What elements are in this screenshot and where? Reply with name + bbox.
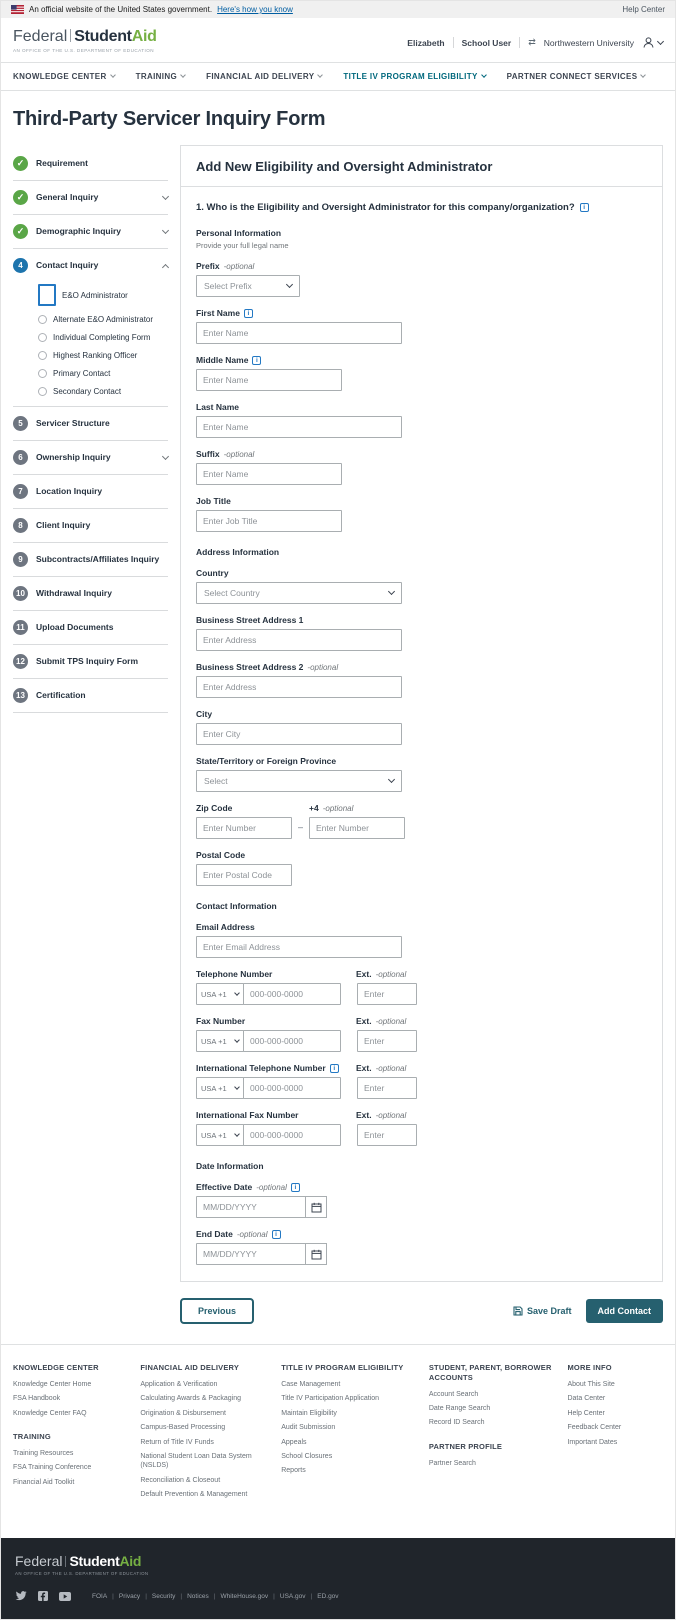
fsa-logo[interactable] (13, 28, 157, 53)
telephone-label: Telephone Number (196, 969, 273, 979)
optional-flag: -optional (236, 1229, 268, 1239)
nav-item-partner-connect-services[interactable] (507, 72, 646, 81)
chevron-down-icon (234, 1037, 240, 1043)
step-label: Submit TPS Inquiry Form (36, 656, 139, 667)
country-select-value: Select Country (204, 588, 260, 598)
ext-label: Ext. (356, 969, 372, 979)
nav-item-label: TITLE IV PROGRAM ELIGIBILITY (343, 72, 478, 81)
substep-alternate-e-o-administrator[interactable] (38, 315, 168, 324)
optional-flag: -optional (375, 1110, 407, 1120)
zip-dash: – (298, 822, 304, 832)
youtube-icon[interactable] (59, 1592, 71, 1601)
street2-label: Business Street Address 2 (196, 662, 304, 672)
stepper-item-certification[interactable] (13, 679, 168, 712)
footer-link-reconciliation-closeout[interactable]: Reconciliation & Closeout (140, 1476, 221, 1484)
footer-link-campus-based-processing[interactable]: Campus-Based Processing (140, 1424, 226, 1432)
city-input[interactable] (196, 723, 402, 745)
effective-date-input[interactable] (196, 1196, 306, 1218)
us-flag-icon (11, 5, 24, 14)
step-label: Client Inquiry (36, 520, 91, 531)
step-label: Contact Inquiry (36, 260, 99, 271)
bottom-link-foia[interactable]: FOIA (92, 1592, 108, 1600)
step-number-icon: 12 (13, 654, 28, 669)
heres-how-link[interactable]: Here's how you know (217, 5, 293, 14)
address-info-heading: Address Information (196, 547, 280, 557)
link-separator: | (273, 1592, 275, 1600)
step-number-icon: 6 (13, 450, 28, 465)
personal-info-help: Provide your full legal name (196, 241, 289, 250)
footer-link-knowledge-center-faq[interactable]: Knowledge Center FAQ (13, 1409, 87, 1417)
stepper-item-requirement[interactable] (13, 147, 168, 180)
footer-heading-knowledge-center: KNOWLEDGE CENTER (13, 1363, 99, 1372)
optional-flag: -optional (322, 803, 354, 813)
link-separator: | (145, 1592, 147, 1600)
form-question-text: 1. Who is the Eligibility and Oversight Administrator for this company/organization? (196, 202, 575, 213)
end-date-label: End Date (196, 1229, 233, 1239)
logo-federal: Federal (15, 1553, 63, 1569)
footer-link-account-search[interactable]: Account Search (428, 1390, 479, 1398)
footer-column (281, 1363, 414, 1505)
end-date-input[interactable] (196, 1243, 306, 1265)
step-label: Requirement (36, 158, 88, 169)
first-name-label: First Name (196, 308, 240, 318)
footer-link-record-id-search[interactable]: Record ID Search (428, 1419, 485, 1427)
footer-column (13, 1363, 125, 1505)
bottom-link-whitehouse-gov[interactable]: WhiteHouse.gov (220, 1592, 269, 1600)
chevron-down-icon (286, 281, 293, 288)
intl-fax-country-code-select[interactable] (196, 1124, 244, 1146)
zip4-input[interactable] (309, 817, 405, 839)
logo-student: Student (74, 28, 132, 45)
nav-item-financial-aid-delivery[interactable] (206, 72, 322, 81)
suffix-input[interactable] (196, 463, 342, 485)
telephone-input[interactable] (243, 983, 341, 1005)
postal-label: Postal Code (196, 850, 246, 860)
form-question (196, 202, 647, 213)
footer-link-data-center[interactable]: Data Center (567, 1395, 606, 1403)
chevron-down-icon (481, 72, 487, 78)
header-divider (519, 37, 520, 48)
telephone-country-code-select[interactable] (196, 983, 244, 1005)
last-name-label: Last Name (196, 402, 239, 412)
logo-aid: Aid (131, 28, 157, 45)
nav-item-label: PARTNER CONNECT SERVICES (506, 72, 638, 81)
zip-input[interactable] (196, 817, 292, 839)
fax-ext-input[interactable] (357, 1030, 417, 1052)
street1-input[interactable] (196, 629, 402, 651)
chevron-down-icon (388, 588, 395, 595)
primary-nav (1, 62, 675, 91)
footer-link-knowledge-center-home[interactable]: Knowledge Center Home (13, 1380, 92, 1388)
substep-label: Highest Ranking Officer (53, 351, 138, 360)
stepper-item-servicer-structure[interactable] (13, 407, 168, 440)
footer-link-feedback-center[interactable]: Feedback Center (567, 1424, 622, 1432)
step-separator (13, 712, 168, 713)
save-icon (513, 1306, 523, 1316)
contact-inquiry-substeps (13, 282, 168, 406)
switch-org-icon[interactable]: ⇄ (528, 37, 536, 47)
check-icon: ✓ (13, 156, 28, 171)
intl-telephone-label: International Telephone Number (196, 1063, 326, 1073)
radio-icon[interactable] (38, 333, 47, 342)
nav-item-label: KNOWLEDGE CENTER (13, 72, 107, 81)
bottom-link-usa-gov[interactable]: USA.gov (279, 1592, 306, 1600)
step-number-icon: 5 (13, 416, 28, 431)
chevron-down-icon (641, 72, 647, 78)
optional-flag: -optional (375, 969, 407, 979)
middle-name-label: Middle Name (196, 355, 249, 365)
footer-heading-financial-aid-delivery: FINANCIAL AID DELIVERY (140, 1363, 240, 1372)
step-label: Servicer Structure (36, 418, 110, 429)
stepper-item-location-inquiry[interactable] (13, 475, 168, 508)
facebook-icon[interactable] (38, 1591, 48, 1601)
info-icon[interactable]: i (272, 1230, 281, 1239)
footer-link-application-verification[interactable]: Application & Verification (140, 1380, 218, 1388)
stepper-item-contact-inquiry[interactable] (13, 249, 168, 282)
footer-heading-training: TRAINING (13, 1432, 51, 1442)
step-label: Withdrawal Inquiry (36, 588, 112, 599)
footer-link-important-dates[interactable]: Important Dates (567, 1438, 618, 1446)
substep-secondary-contact[interactable] (38, 387, 168, 396)
substep-label: Individual Completing Form (53, 333, 151, 342)
step-number-icon: 9 (13, 552, 28, 567)
substep-highest-ranking-officer[interactable] (38, 351, 168, 360)
form-actions (180, 1298, 663, 1324)
logo-divider (70, 29, 71, 42)
form-title: Add New Eligibility and Oversight Administrator (181, 159, 662, 187)
prefix-select-value: Select Prefix (204, 281, 252, 291)
footer-heading-student-parent-borrower-accounts: STUDENT, PARENT, BORROWER ACCOUNTS (428, 1363, 552, 1382)
country-code-value: USA +1 (201, 989, 227, 999)
step-label: Subcontracts/Affiliates Inquiry (36, 554, 160, 565)
footer-column (429, 1363, 553, 1505)
stepper-item-subcontracts-affiliates-inquiry[interactable] (13, 543, 168, 576)
add-contact-button[interactable]: Add Contact (586, 1299, 664, 1323)
street1-label: Business Street Address 1 (196, 615, 304, 625)
link-separator: | (310, 1592, 313, 1600)
stepper-item-withdrawal-inquiry[interactable] (13, 577, 168, 610)
radio-icon[interactable] (38, 315, 47, 324)
logo-student: Student (69, 1553, 120, 1569)
stepper-item-client-inquiry[interactable] (13, 509, 168, 542)
footer-link-partner-search[interactable]: Partner Search (428, 1459, 476, 1467)
info-icon[interactable]: i (244, 309, 253, 318)
optional-flag: -optional (375, 1063, 407, 1073)
check-icon: ✓ (13, 224, 28, 239)
state-select[interactable] (196, 770, 402, 792)
step-label: Location Inquiry (36, 486, 103, 497)
substep-primary-contact[interactable] (38, 369, 168, 378)
step-number-icon: 11 (13, 620, 28, 635)
substep-label: E&O Administrator (62, 290, 128, 300)
footer-link-reports[interactable]: Reports (281, 1467, 306, 1475)
intl-telephone-input[interactable] (243, 1077, 341, 1099)
footer-link-maintain-eligibility[interactable]: Maintain Eligibility (281, 1409, 337, 1417)
email-label: Email Address (196, 922, 255, 932)
country-code-value: USA +1 (201, 1130, 227, 1140)
footer-columns (1, 1344, 675, 1531)
country-select[interactable] (196, 582, 402, 604)
step-number-icon: 4 (13, 258, 28, 273)
footer-link-national-student-loan-data-system-nslds[interactable]: National Student Loan Data System (NSLDS) (140, 1452, 252, 1470)
footer-logo-tagline: AN OFFICE OF THE U.S. DEPARTMENT OF EDUCATION (15, 1571, 149, 1576)
form-card (180, 145, 663, 1282)
radio-icon[interactable] (38, 387, 47, 396)
step-number-icon: 7 (13, 484, 28, 499)
footer-fsa-logo (15, 1553, 661, 1576)
gov-banner (1, 1, 675, 18)
link-separator: | (180, 1592, 183, 1600)
nav-item-knowledge-center[interactable] (13, 72, 115, 81)
footer-link-school-closures[interactable]: School Closures (281, 1452, 333, 1460)
chevron-down-icon (234, 990, 240, 996)
nav-item-title-iv-program-eligibility[interactable] (343, 72, 485, 81)
effective-date-label: Effective Date (196, 1182, 253, 1192)
chevron-down-icon (162, 226, 169, 233)
link-separator: | (213, 1592, 216, 1600)
chevron-down-icon (234, 1084, 240, 1090)
job-title-label: Job Title (196, 496, 231, 506)
personal-info-heading: Personal Information (196, 228, 282, 238)
chevron-down-icon (110, 72, 116, 78)
footer-link-audit-submission[interactable]: Audit Submission (281, 1424, 336, 1432)
street2-input[interactable] (196, 676, 402, 698)
bottom-links (92, 1593, 339, 1600)
substep-e-o-administrator[interactable] (38, 284, 168, 306)
zip-label: Zip Code (196, 803, 233, 813)
footer-link-financial-aid-toolkit[interactable]: Financial Aid Toolkit (13, 1478, 75, 1486)
footer-link-date-range-search[interactable]: Date Range Search (428, 1404, 491, 1412)
bottom-link-privacy[interactable]: Privacy (118, 1592, 141, 1600)
page-title: Third-Party Servicer Inquiry Form (13, 108, 326, 130)
intl-fax-label: International Fax Number (196, 1110, 299, 1120)
chevron-down-icon (162, 452, 169, 459)
fax-input[interactable] (243, 1030, 341, 1052)
chevron-down-icon (162, 192, 169, 199)
prefix-select[interactable] (196, 275, 300, 297)
country-label: Country (196, 568, 229, 578)
bottom-link-ed-gov[interactable]: ED.gov (317, 1592, 339, 1600)
country-code-value: USA +1 (201, 1036, 227, 1046)
nav-item-label: TRAINING (135, 72, 178, 81)
info-icon[interactable]: i (291, 1183, 300, 1192)
logo-federal: Federal (13, 28, 68, 45)
header-divider (453, 37, 454, 48)
first-name-input[interactable] (196, 322, 402, 344)
optional-flag: -optional (223, 449, 255, 459)
footer-heading-more-info: MORE INFO (567, 1363, 612, 1372)
logo-aid: Aid (119, 1553, 142, 1569)
radio-icon[interactable] (38, 369, 47, 378)
intl-fax-field (196, 1110, 647, 1146)
footer-heading-partner-profile: PARTNER PROFILE (428, 1441, 503, 1451)
bottom-link-security[interactable]: Security (151, 1592, 176, 1600)
check-icon: ✓ (13, 190, 28, 205)
country-code-value: USA +1 (201, 1083, 227, 1093)
save-draft-label: Save Draft (526, 1306, 572, 1316)
dark-footer (1, 1538, 675, 1619)
previous-button[interactable]: Previous (180, 1298, 254, 1324)
nav-item-training[interactable] (136, 72, 185, 81)
email-input[interactable] (196, 936, 402, 958)
step-label: Certification (36, 690, 86, 701)
help-center-link[interactable]: Help Center (622, 5, 665, 14)
save-draft-button[interactable] (513, 1306, 572, 1316)
postal-input[interactable] (196, 864, 292, 886)
stepper-item-general-inquiry[interactable] (13, 181, 168, 214)
intl-telephone-field (196, 1063, 647, 1099)
user-menu[interactable] (642, 36, 663, 49)
intl-telephone-country-code-select[interactable] (196, 1077, 244, 1099)
nav-item-label: FINANCIAL AID DELIVERY (206, 72, 315, 81)
footer-link-return-of-title-iv-funds[interactable]: Return of Title IV Funds (140, 1438, 214, 1446)
footer-heading-title-iv-program-eligibility: TITLE IV PROGRAM ELIGIBILITY (281, 1363, 404, 1372)
info-icon[interactable]: i (330, 1064, 339, 1073)
footer-column (140, 1363, 266, 1505)
chevron-down-icon (657, 37, 664, 44)
substep-label: Secondary Contact (53, 387, 122, 396)
step-number-icon: 8 (13, 518, 28, 533)
calendar-icon[interactable] (305, 1196, 327, 1218)
chevron-down-icon (318, 72, 324, 78)
step-number-icon: 10 (13, 586, 28, 601)
substep-label: Alternate E&O Administrator (53, 315, 154, 324)
city-label: City (196, 709, 213, 719)
ext-label: Ext. (356, 1110, 372, 1120)
middle-name-input[interactable] (196, 369, 342, 391)
chevron-down-icon (180, 72, 186, 78)
step-label: Ownership Inquiry (36, 452, 111, 463)
calendar-icon[interactable] (305, 1243, 327, 1265)
job-title-input[interactable] (196, 510, 342, 532)
substep-label: Primary Contact (53, 369, 111, 378)
ext-label: Ext. (356, 1063, 372, 1073)
radio-icon[interactable] (38, 351, 47, 360)
ext-label: Ext. (356, 1016, 372, 1026)
step-label: Demographic Inquiry (36, 226, 122, 237)
fax-country-code-select[interactable] (196, 1030, 244, 1052)
footer-link-fsa-handbook[interactable]: FSA Handbook (13, 1395, 61, 1403)
contact-info-heading: Contact Information (196, 901, 277, 911)
date-info-heading: Date Information (196, 1161, 264, 1171)
footer-link-about-this-site[interactable]: About This Site (567, 1380, 615, 1388)
chevron-up-icon (162, 263, 169, 270)
last-name-input[interactable] (196, 416, 402, 438)
footer-link-origination-disbursement[interactable]: Origination & Disbursement (140, 1409, 226, 1417)
optional-flag: -optional (307, 662, 339, 672)
footer-link-case-management[interactable]: Case Management (281, 1380, 341, 1388)
chevron-down-icon (234, 1131, 240, 1137)
link-separator: | (112, 1592, 114, 1600)
step-label: General Inquiry (36, 192, 99, 203)
stepper-item-demographic-inquiry[interactable] (13, 215, 168, 248)
intl-telephone-ext-input[interactable] (357, 1077, 417, 1099)
stepper (13, 145, 168, 713)
org-name: Northwestern University (543, 37, 634, 48)
radio-icon[interactable] (38, 284, 56, 306)
twitter-icon[interactable] (15, 1591, 27, 1601)
user-role-link[interactable]: School User (461, 37, 512, 48)
step-label: Upload Documents (36, 622, 114, 633)
user-name: Elizabeth (407, 37, 445, 48)
info-icon[interactable]: i (580, 203, 589, 212)
intl-fax-ext-input[interactable] (357, 1124, 417, 1146)
state-select-value: Select (204, 776, 228, 786)
bottom-link-notices[interactable]: Notices (187, 1592, 209, 1600)
stepper-item-upload-documents[interactable] (13, 611, 168, 644)
optional-flag: -optional (375, 1016, 407, 1026)
info-icon[interactable]: i (252, 356, 261, 365)
suffix-label: Suffix (196, 449, 220, 459)
user-icon (642, 36, 655, 49)
intl-fax-input[interactable] (243, 1124, 341, 1146)
fax-field (196, 1016, 647, 1052)
footer-link-appeals[interactable]: Appeals (281, 1438, 307, 1446)
step-number-icon: 13 (13, 688, 28, 703)
banner-text: An official website of the United States government. (29, 5, 213, 14)
footer-link-training-resources[interactable]: Training Resources (13, 1449, 74, 1457)
chevron-down-icon (388, 776, 395, 783)
site-header (1, 18, 675, 62)
telephone-ext-input[interactable] (357, 983, 417, 1005)
stepper-item-submit-tps-inquiry-form[interactable] (13, 645, 168, 678)
footer-link-title-iv-participation-application[interactable]: Title IV Participation Application (281, 1395, 380, 1403)
footer-link-calculating-awards-packaging[interactable]: Calculating Awards & Packaging (140, 1395, 242, 1403)
zip4-label: +4 (309, 803, 319, 813)
footer-link-help-center[interactable]: Help Center (567, 1409, 605, 1417)
zip4-field (309, 803, 405, 839)
footer-link-default-prevention-management[interactable]: Default Prevention & Management (140, 1491, 248, 1499)
stepper-item-ownership-inquiry[interactable] (13, 441, 168, 474)
prefix-label: Prefix (196, 261, 220, 271)
optional-flag: -optional (223, 261, 255, 271)
logo-tagline: AN OFFICE OF THE U.S. DEPARTMENT OF EDUCATION (13, 48, 155, 53)
substep-individual-completing-form[interactable] (38, 333, 168, 342)
telephone-field (196, 969, 647, 1005)
state-label: State/Territory or Foreign Province (196, 756, 337, 766)
optional-flag: -optional (256, 1182, 287, 1192)
footer-link-fsa-training-conference[interactable]: FSA Training Conference (13, 1464, 92, 1472)
footer-column (567, 1363, 663, 1505)
fax-label: Fax Number (196, 1016, 246, 1026)
logo-divider (65, 1556, 66, 1567)
zip-field (196, 803, 292, 839)
